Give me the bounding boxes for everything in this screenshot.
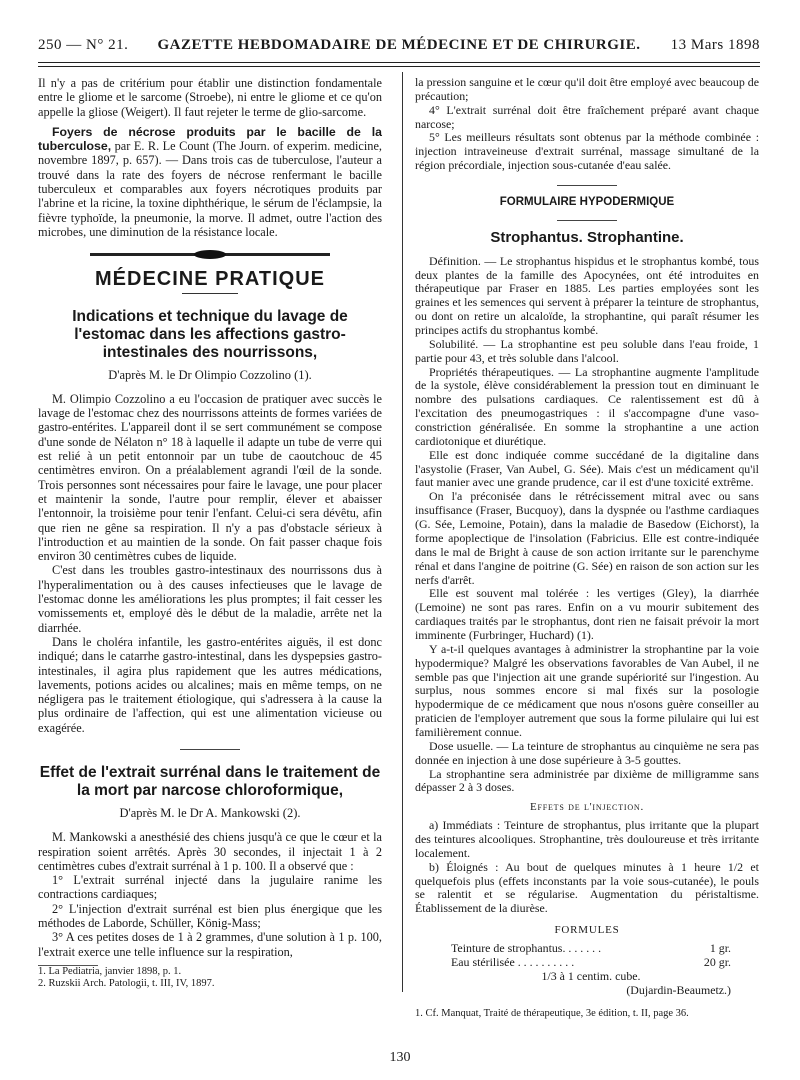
article2-byline: D'après M. le Dr A. Mankowski (2). — [119, 805, 301, 820]
solubility: Solubilité. — La strophantine est peu soluble dans l'eau froide, 1 partie pour 43, et très soluble dans l'alcool. — [415, 336, 759, 365]
article1-title: Indications et technique du lavage de l'estomac dans les affections gastro-intestinales des nourrissons, — [72, 307, 348, 361]
section-title: MÉDECINE PRATIQUE — [95, 268, 325, 291]
formula-qty: 1 gr. — [709, 940, 731, 955]
formula-author: (Dujardin-Beaumetz.) — [626, 982, 731, 997]
issue-date: 13 Mars 1898 — [670, 37, 760, 53]
right-footnote: 1. Cf. Manquat, Traité de thérapeutique, 3e édition, t. II, page 36. — [415, 1008, 689, 1019]
short-rule-2 — [180, 749, 240, 750]
header-rule — [38, 62, 760, 63]
article1-p3: Dans le choléra infantile, les gastro-entérites aiguës, il est donc indiqué; dans le catarrhe gastro-intestinal, dans les dyspepsies gastro-intestinales, il agira plus rapidement que les autres médications, lavements, potions acides ou alcalines; mais en même temps, on ne négligera pas le traitement étiologique, qui s'adressera à la cause la plus ordinaire de l'affection, qui est une alimentation vicieuse ou exagérée. — [38, 634, 382, 735]
header-rule-2 — [38, 66, 760, 67]
formula-row — [451, 942, 731, 956]
journal-title: GAZETTE HEBDOMADAIRE DE MÉDECINE ET DE CHIRURGIE. — [157, 37, 641, 53]
article1-p2: C'est dans les troubles gastro-intestinaux des nourrissons dus à l'hyperalimentation ou à des causes infectieuses que le lavage de l'estomac donne les améliorations les plus promptes; il fait cesser les vomissements et, employé dès le début de la maladie, arrête net la diarrhée. — [38, 563, 382, 635]
hypodermic-question: Y a-t-il quelques avantages à administrer la strophantine par la voie hypodermique? Malgré les observations favorables de Van Aubel, il ne semble pas que l'injection ait une grande supériorité sur l'ingestion. Au surplus, nous sommes encore si mal fixés sur la posologie hypodermique de ce médicament que nous n'osons guère conseiller au praticien de l'employer autrement que sous la forme pilulaire qui lui est familièrement connue. — [415, 641, 759, 739]
continuation: la pression sanguine et le cœur qu'il doit être employé avec beaucoup de précaution; — [415, 75, 759, 103]
foyers-paragraph — [38, 125, 382, 239]
item-5: 5° Les meilleurs résultats sont obtenus par la méthode combinée : injection intraveineuse d'extrait surrénal, massage simultané de la région précordiale, injection sous-cutanée d'eau salée. — [415, 130, 759, 173]
short-rule — [182, 293, 238, 294]
foyers-heading: Foyers de nécrose produits par le bacille de la tuberculose, — [38, 124, 382, 154]
usual-dose: Dose usuelle. — La teinture de strophantus au cinquième ne sera pas donnée en injection à une dose supérieure à 3-5 gouttes. — [415, 738, 759, 767]
short-rule-4 — [557, 220, 617, 221]
article1-byline: D'après M. le Dr Olimpio Cozzolino (1). — [108, 367, 312, 382]
short-rule-3 — [557, 185, 617, 186]
intro-paragraph: Il n'y a pas de critérium pour établir une distinction fondamentale entre le gliome et le sarcome (Stroebe), ni entre le gliome et ce qu'on appelle la gliose (Weigert). Il faut rejeter le terme de glio-sarcome. — [38, 76, 382, 119]
formules-heading: FORMULES — [554, 924, 620, 937]
effects-immediate: a) Immédiats : Teinture de strophantus, plus irritante que la plupart des teintures alcooliques. Strophantine, très douloureuse et très irritante localement. — [415, 818, 759, 860]
formula-note: 1/3 à 1 centim. cube. — [541, 968, 641, 983]
formula-table — [451, 942, 731, 997]
item-4: 4° L'extrait surrénal doit être fraîchement préparé avant chaque narcose; — [415, 102, 759, 131]
tolerance: Elle est souvent mal tolérée : les vertiges (Gley), la diarrhée (Lemoine) ne sont pas rares. Enfin on a vu mourir subitement des cardiaques traités par le strophantus, dont rien ne faisait prévoir la mort imminente (Furbringer, Huchard) (1). — [415, 586, 759, 642]
footnote-1: 1. La Pediatria, janvier 1898, p. 1. — [38, 965, 182, 977]
formula-qty: 20 gr. — [703, 954, 731, 969]
article2-title: Effet de l'extrait surrénal dans le traitement de la mort par narcose chloroformique, — [39, 763, 381, 799]
right-column — [415, 76, 759, 997]
definition: Définition. — Le strophantus hispidus et le strophantus kombé, tous deux plantes de la famille des Apocynées, ont été introduites en thérapeutique par Fraser en 1885. Les parties employées sont les graines et les semences qui servent à préparer la teinture de strophantus, ou dont on retire un alcaloïde, la strophantine, qui paraît résumer les principes actifs du strophantus kombé. — [415, 253, 759, 338]
article2-item3: 3° A ces petites doses de 1 à 2 grammes, d'une solution à 1 p. 100, l'extrait exerce une telle influence sur la respiration, — [38, 930, 382, 959]
ornamental-separator — [90, 253, 330, 256]
formula-ingredient: Eau stérilisée . . . . . . . . . . — [451, 954, 575, 969]
foyers-body: — Dans trois cas de tuberculose, l'auteur a trouvé dans la rate des foyers de nécrose renfermant le bacille tuberculeux et comparables aux foyers nécrotiques produits par l'abrine et la ricine, la toxine diphthérique, le sérum de l'éclampsie, la fièvre typhoïde, la pneumonie, la morve. Il admet, outre l'action des microbes, une diminution de la résistance locale. — [38, 153, 383, 239]
article2-item2: 2° L'injection d'extrait surrénal est bien plus énergique que les méthodes de Laborde, Schüller, König-Mass; — [38, 901, 382, 931]
formulaire-heading: FORMULAIRE HYPODERMIQUE — [499, 196, 675, 209]
formula-ingredient: Teinture de strophantus. . . . . . . — [451, 940, 602, 955]
article1-p1: M. Olimpio Cozzolino a eu l'occasion de pratiquer avec succès le lavage de l'estomac chez des nourrissons atteints de formes variées de gastro-entérites. L'appareil dont il se sert communément se compose d'une sonde de Nélaton n° 18 à laquelle il adapte un tube de verre qui est relié à un petit entonnoir par un tube de caoutchouc de 45 centimètres environ. On a préalablement agrandi l'œil de la sonde. Trois personnes sont nécessaires pour faire le lavage, une pour placer et maintenir la sonde, l'autre pour remplir, élever et abaisser l'entonnoir, la troisième pour tenir l'enfant. Celui-ci sera dévêtu, afin que rien ne gêne sa respiration. Il n'y a pas d'obstacle sérieux à l'introduction et au maintien de la sonde. On fait passer chaque fois environ 30 centimètres cubes de liquide. — [38, 391, 382, 564]
page-label: 250 — N° 21. — [38, 37, 129, 53]
formula-row — [451, 956, 731, 970]
properties: Propriétés thérapeutiques. — La strophantine augmente l'amplitude de la systole, élève considérablement la pression tout en diminuant le nombre des pulsations cardiaques. Ce ralentissement est dû à l'excitation des pneumogastriques : il s'accompagne d'une vaso-constriction généralisée. En somme la strophantine a une action cardiotonique et diurétique. — [415, 364, 759, 448]
effects-heading: Effets de l'injection. — [529, 801, 645, 814]
left-column — [38, 76, 382, 991]
page-number: 130 — [389, 1050, 411, 1065]
drug-title: Strophantus. Strophantine. — [490, 228, 684, 246]
effects-delayed: b) Éloignés : Au bout de quelques minutes à 1 heure 1/2 et quelquefois plus (effets inconstants par la voie sous-cutanée), le pouls se ralentit et se régularise. Augmentation du péristaltisme. Établissement de la diurèse. — [415, 859, 759, 916]
footnote-2: 2. Ruzskii Arch. Patologii, t. III, IV, 1897. — [38, 978, 215, 990]
article2-item1: 1° L'extrait surrénal injecté dans la jugulaire ranime les contractions cardiaques; — [38, 873, 382, 902]
indications: Elle est donc indiquée comme succédané de la digitaline dans l'asystolie (Fraser, Van Aubel, G. Sée). Mais c'est un médicament qu'il faut manier avec une grande prudence, car il est d'une toxicité extrême. — [415, 447, 759, 490]
preconisation: On l'a préconisée dans le rétrécissement mitral avec ou sans insuffisance (Fraser, Bucquoy), dans la dyspnée ou l'asthme cardiaques (G. Sée, Lemoine, Potain), dans la maladie de Basedow (Eichorst), la forme apoplectique de l'insolation (Fabricius. Elle est contre-indiquée dans le mal de Bright à cause de son action irritante sur le parenchyme rénal et dans l'angine de poitrine (G. Sée) en raison de son action sur les nerfs d'arrêt. — [415, 489, 759, 587]
column-divider — [402, 72, 403, 992]
running-header — [38, 34, 760, 58]
foyers-ref: par E. R. Le Count (The Journ. of experim. medicine, novembre 1897, p. 657). — [38, 139, 382, 168]
strophantine-dose: La strophantine sera administrée par dixième de milligramme sans dépasser 2 à 3 doses. — [415, 766, 759, 795]
article2-p1: M. Mankowski a anesthésié des chiens jusqu'à ce que le cœur et la respiration soient arrêtés. Après 30 secondes, il injectait 1 à 2 centimètres cubes d'extrait surrénal à 1 p. 100. Il a observé que : — [38, 830, 382, 873]
